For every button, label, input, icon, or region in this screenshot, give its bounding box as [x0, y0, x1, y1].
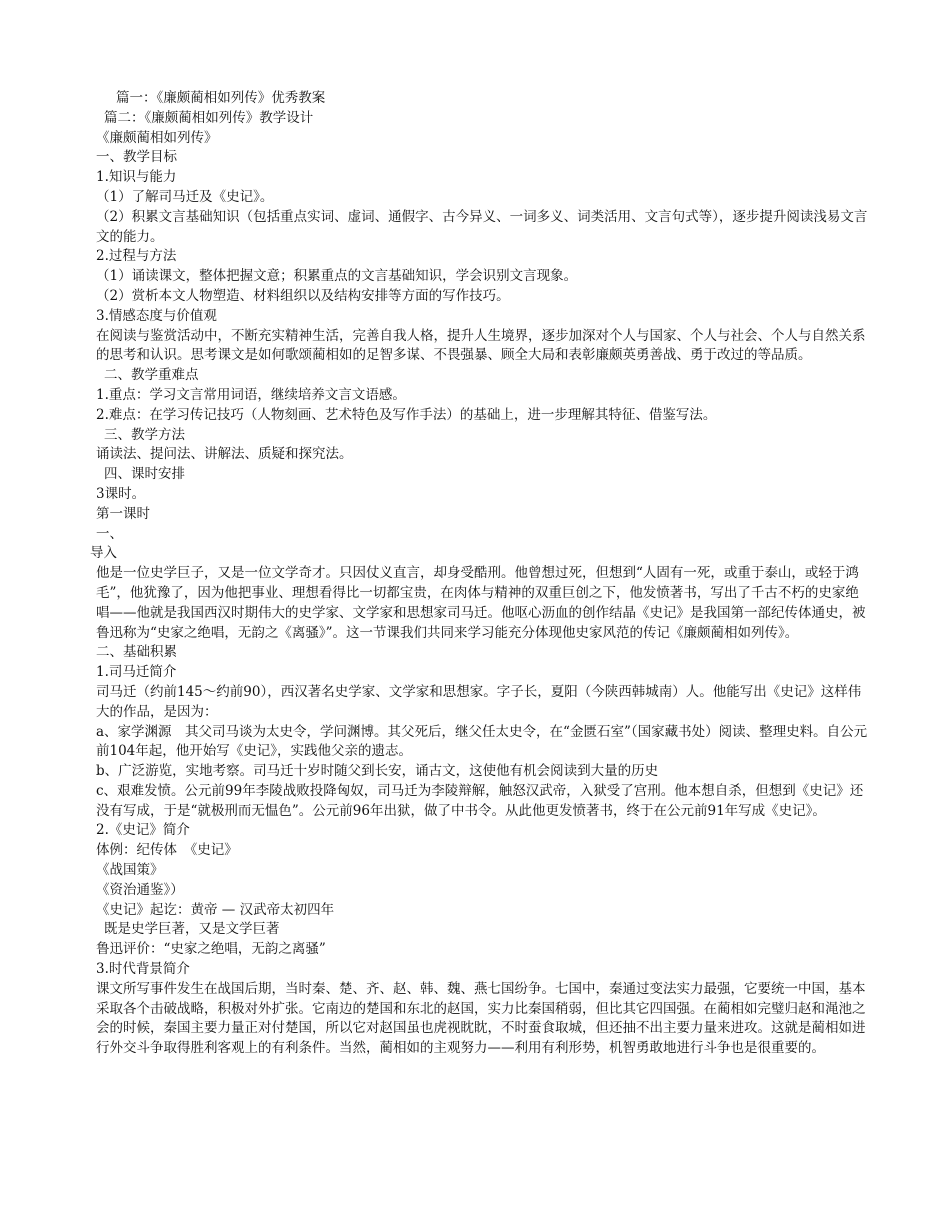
paragraph: 1.知识与能力: [96, 169, 177, 186]
paragraph: 《史记》起讫：黄帝 — 汉武帝太初四年: [96, 901, 335, 918]
paragraph: 3.情感态度与价值观: [96, 307, 217, 324]
paragraph: 2.《史记》简介: [96, 822, 190, 839]
paragraph: 导入: [90, 545, 117, 562]
paragraph: （1）了解司马迁及《史记》。: [96, 188, 274, 205]
paragraph: 篇二：《廉颇蔺相如列传》教学设计: [104, 109, 314, 126]
paragraph: 第一课时: [96, 505, 150, 522]
paragraph: 一、教学目标: [96, 149, 177, 166]
paragraph: 3.时代背景简介: [96, 961, 190, 978]
paragraph: 鲁迅评价：“史家之绝唱，无韵之离骚”: [96, 941, 326, 958]
paragraph: c、艰难发愤。公元前99年李陵战败投降匈奴，司马迁为李陵辩解，触怒汉武帝，入狱受了宫刑。他本想自杀，但想到《史记》还没有写成，于是“就极刑而无愠色”。公元前96年出狱，做了中书令。从此他更发愤著书，终于在公元前91年写成《史记》。: [96, 782, 864, 819]
paragraph: 1.司马迁简介: [96, 664, 177, 681]
paragraph: 《资治通鉴》）: [96, 881, 184, 898]
paragraph: 《廉颇蔺相如列传》: [96, 129, 218, 146]
paragraph: （2）积累文言基础知识（包括重点实词、虚词、通假字、古今异义、一词多义、词类活用、文言句式等），逐步提升阅读浅易文言文的能力。: [96, 208, 868, 245]
paragraph: 四、课时安排: [104, 466, 185, 483]
paragraph: 既是史学巨著，又是文学巨著: [104, 921, 280, 938]
paragraph: 课文所写事件发生在战国后期，当时秦、楚、齐、赵、韩、魏、燕七国纷争。七国中，秦通过变法实力最强，它要统一中国，基本采取各个击破战略，积极对外扩张。它南边的楚国和东北的赵国，实力比秦国稍弱，但比其它四国强。在蔺相如完璧归赵和渑池之会的时候，秦国主要力量正对付楚国，所以它对赵国虽也虎视眈眈，不时蚕食取城，但还抽不出主要力量来进攻。这就是蔺相如进行外交斗争取得胜利客观上的有利条件。当然，蔺相如的主观努力——利用有利形势，机智勇敢地进行斗争也是很重要的。: [96, 980, 866, 1057]
paragraph: 在阅读与鉴赏活动中，不断充实精神生活，完善自我人格，提升人生境界，逐步加深对个人与国家、个人与社会、个人与自然关系的思考和认识。思考课文是如何歌颂蔺相如的足智多谋、不畏强暴、顾全大局和表彰廉颇英勇善战、勇于改过的等品质。: [96, 327, 866, 364]
paragraph: 他是一位史学巨子，又是一位文学奇才。只因仗义直言，却身受酷刑。他曾想过死，但想到“人固有一死，或重于泰山，或轻于鸿毛”，他犹豫了，因为他把事业、理想看得比一切都宝贵，在肉体与精神的双重巨创之下，他发愤著书，写出了千古不朽的史家绝唱——他就是我国西汉时期伟大的史学家、文学家和思想家司马迁。他呕心沥血的创作结晶《史记》是我国第一部纪传体通史，被鲁迅称为“史家之绝唱，无韵之《离骚》”。这一节课我们共同来学习能充分体现他史家风范的传记《廉颇蔺相如列传》。: [96, 565, 866, 641]
paragraph: 2.难点：在学习传记技巧（人物刻画、艺术特色及写作手法）的基础上，进一步理解其特征、借鉴写法。: [96, 406, 717, 423]
paragraph: （2）赏析本文人物塑造、材料组织以及结构安排等方面的写作技巧。: [96, 287, 510, 304]
paragraph: 篇一：《廉颇蔺相如列传》优秀教案: [116, 90, 326, 106]
paragraph: 二、教学重难点: [104, 367, 199, 384]
paragraph: 司马迁（约前145～约前90），西汉著名史学家、文学家和思想家。字子长，夏阳（今陕西韩城南）人。他能写出《史记》这样伟大的作品，是因为：: [96, 683, 862, 720]
paragraph: 二、基础积累: [96, 644, 177, 661]
paragraph: 《战国策》: [96, 862, 164, 879]
document-body: [90, 89, 870, 1059]
paragraph: （1）诵读课文，整体把握文意；积累重点的文言基础知识，学会识别文言现象。: [96, 268, 578, 285]
paragraph: 三、教学方法: [104, 426, 185, 443]
paragraph: 3课时。: [96, 485, 146, 502]
paragraph: 诵读法、提问法、讲解法、质疑和探究法。: [96, 446, 353, 463]
paragraph: 一、: [96, 525, 123, 542]
paragraph: a、家学渊源 其父司马谈为太史令，学问渊博。其父死后，继父任太史令，在“金匮石室”（国家藏书处）阅读、整理史料。自公元前104年起，他开始写《史记》，实践他父亲的遗志。: [96, 723, 868, 760]
paragraph: 1.重点：学习文言常用词语，继续培养文言文语感。: [96, 386, 406, 403]
paragraph: 体例：纪传体 《史记》: [96, 842, 238, 859]
paragraph: b、广泛游览，实地考察。司马迁十岁时随父到长安，诵古文，这使他有机会阅读到大量的历史: [96, 763, 659, 780]
paragraph: 2.过程与方法: [96, 248, 177, 265]
